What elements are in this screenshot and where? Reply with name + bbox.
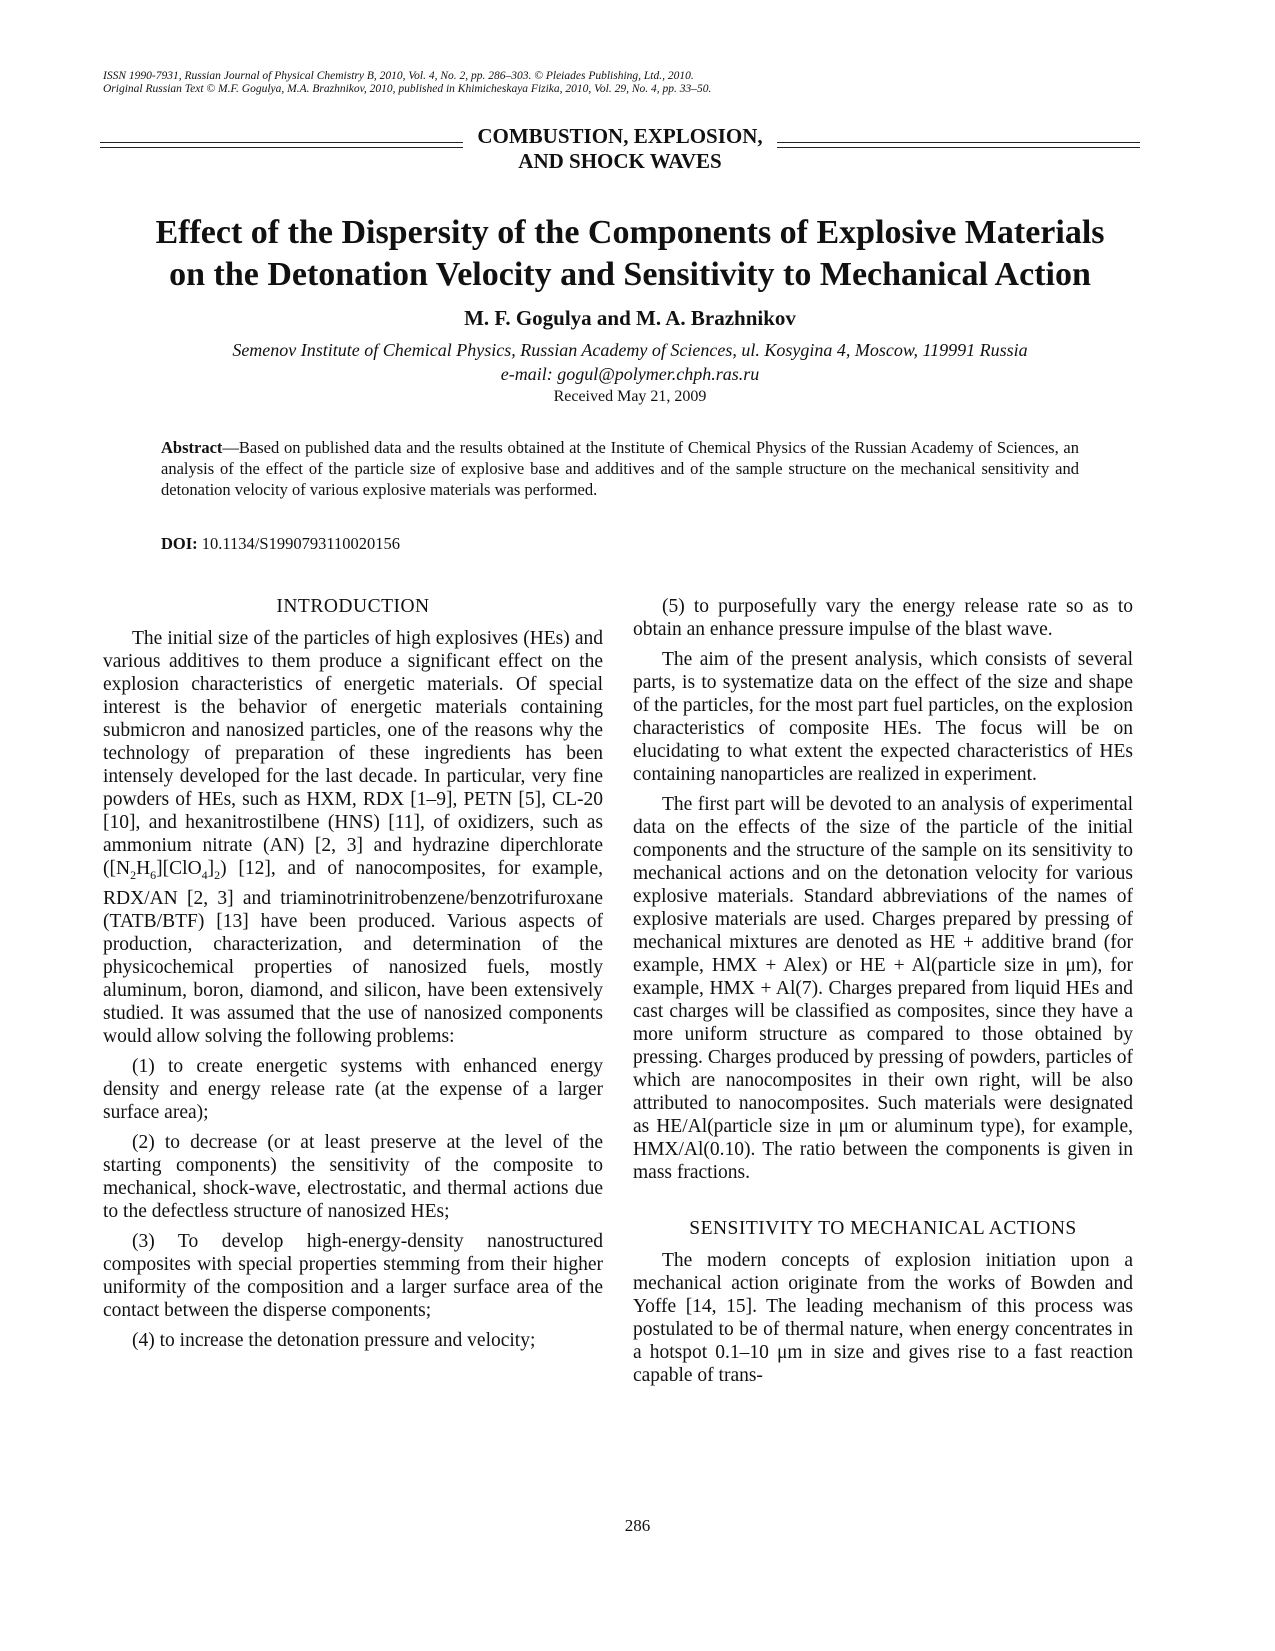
journal-meta	[103, 70, 711, 96]
introduction-heading: INTRODUCTION	[276, 596, 430, 617]
list-item-3: (3) To develop high-energy-density nanostructured composites with special properties stemming from their higher uniformity of the composition and a larger surface area of the contact between the disperse components;	[103, 1230, 603, 1321]
sensitivity-paragraph: The modern concepts of explosion initiation upon a mechanical action originate from the works of Bowden and Yoffe [14, 15]. The leading mechanism of this process was postulated to be of thermal nature, when energy concentrates in a hotspot 0.1–10 μm in size and gives rise to a fast reaction capable of trans-	[633, 1250, 1133, 1386]
intro-paragraph: The initial size of the particles of high explosives (HEs) and various additives to them produce a significant effect on the explosion characteristics of energetic materials. Of special interest is the behavior of energetic materials containing submicron and nanosized particles, one of the reasons why the technology of preparation of these ingredients has been intensely developed for the last decade. In particular, very fine powders of HEs, such as HXM, RDX [1–9], PETN [5], CL-20 [10], and hexanitrostilbene (HNS) [11], of oxidizers, such as ammonium nitrate (AN) [2, 3] and hydrazine diperchlorate $([N_2H_6][ClO_4]_2)$ [12], and of nanocomposites, for example, RDX/AN [2, 3] and triaminotrinitrobenzene/benzotrifuroxane (TATB/BTF) [13] have been produced. Various aspects of production, characterization, and determination of the physicochemical properties of nanosized fuels, mostly aluminum, boron, diamond, and silicon, have been extensively studied. It was assumed that the use of nanosized components would allow solving the following problems:	[103, 628, 603, 1047]
list-item-4: (4) to increase the detonation pressure and velocity;	[132, 1329, 536, 1351]
article-title: Effect of the Dispersity of the Components of Explosive Materials on the Detonation Velocity and Sensitivity to Mechanical Action	[155, 214, 1105, 293]
doi	[161, 534, 400, 554]
left-double-rule	[100, 142, 463, 148]
affiliation: Semenov Institute of Chemical Physics, Russian Academy of Sciences, ul. Kosygina 4, Moscow, 119991 Russia	[232, 340, 1028, 360]
affiliation-block	[100, 338, 1160, 386]
left-column	[103, 595, 603, 1359]
email: e-mail: gogul@polymer.chph.ras.ru	[500, 364, 760, 384]
authors: M. F. Gogulya and M. A. Brazhnikov	[464, 306, 796, 330]
meta-line-1: ISSN 1990-7931, Russian Journal of Physical Chemistry B, 2010, Vol. 4, No. 2, pp. 286–303. © Pleiades Publishing, Ltd., 2010.	[103, 70, 694, 82]
section-header	[100, 124, 1140, 174]
section-title: COMBUSTION, EXPLOSION, AND SHOCK WAVES	[477, 124, 763, 173]
abstract-text: —Based on published data and the results obtained at the Institute of Chemical Physics of the Russian Academy of Sciences, an analysis of the effect of the particle size of explosive base and additives and of the sample structure on the mechanical sensitivity and detonation velocity of various explosive materials was performed.	[161, 438, 1079, 499]
received-date: Received May 21, 2009	[553, 388, 707, 405]
page-number: 286	[624, 1516, 651, 1535]
doi-value: 10.1134/S1990793110020156	[201, 534, 400, 553]
first-part-paragraph: The first part will be devoted to an analysis of experimental data on the effects of the size of the particle of the initial components and the structure of the sample on its sensitivity to mechanical actions and on the detonation velocity for various explosive materials. Standard abbreviations of the names of explosive materials are used. Charges prepared by pressing of mechanical mixtures are denoted as HE + additive brand (for example, HMX + Alex) or HE + Al(particle size in μm), for example, HMX + Al(7). Charges prepared from liquid HEs and cast charges will be classified as composites, since they have a more uniform structure as compared to those obtained by pressing. Charges produced by pressing of powders, particles of which are nanocomposites in their own right, will be also attributed to nanocomposites. Such materials were designated as HE/Al(particle size in μm or aluminum type), for example, HMX/Al(0.10). The ratio between the components is given in mass fractions.	[633, 794, 1133, 1183]
right-column	[633, 595, 1133, 1394]
sensitivity-heading: SENSITIVITY TO MECHANICAL ACTIONS	[689, 1218, 1077, 1239]
list-item-2: (2) to decrease (or at least preserve at the level of the starting components) the sensitivity of the composite to mechanical, shock-wave, electrostatic, and thermal actions due to the defectless structure of nanosized HEs;	[103, 1131, 603, 1222]
meta-line-2: Original Russian Text © M.F. Gogulya, M.A. Brazhnikov, 2010, published in Khimicheskaya Fizika, 2010, Vol. 29, No. 4, pp. 33–50.	[103, 83, 712, 95]
abstract	[161, 437, 1079, 500]
abstract-label: Abstract	[161, 438, 223, 457]
right-double-rule	[777, 142, 1140, 148]
list-item-5: (5) to purposefully vary the energy release rate so as to obtain an enhance pressure impulse of the blast wave.	[633, 596, 1133, 640]
aim-paragraph: The aim of the present analysis, which consists of several parts, is to systematize data on the effect of the size and shape of the particles, for the most part fuel particles, on the explosion characteristics of composite HEs. The focus will be on elucidating to what extent the expected characteristics of HEs containing nanoparticles are realized in experiment.	[633, 649, 1133, 785]
doi-label: DOI:	[161, 534, 198, 553]
list-item-1: (1) to create energetic systems with enhanced energy density and energy release rate (at the expense of a larger surface area);	[103, 1055, 603, 1123]
